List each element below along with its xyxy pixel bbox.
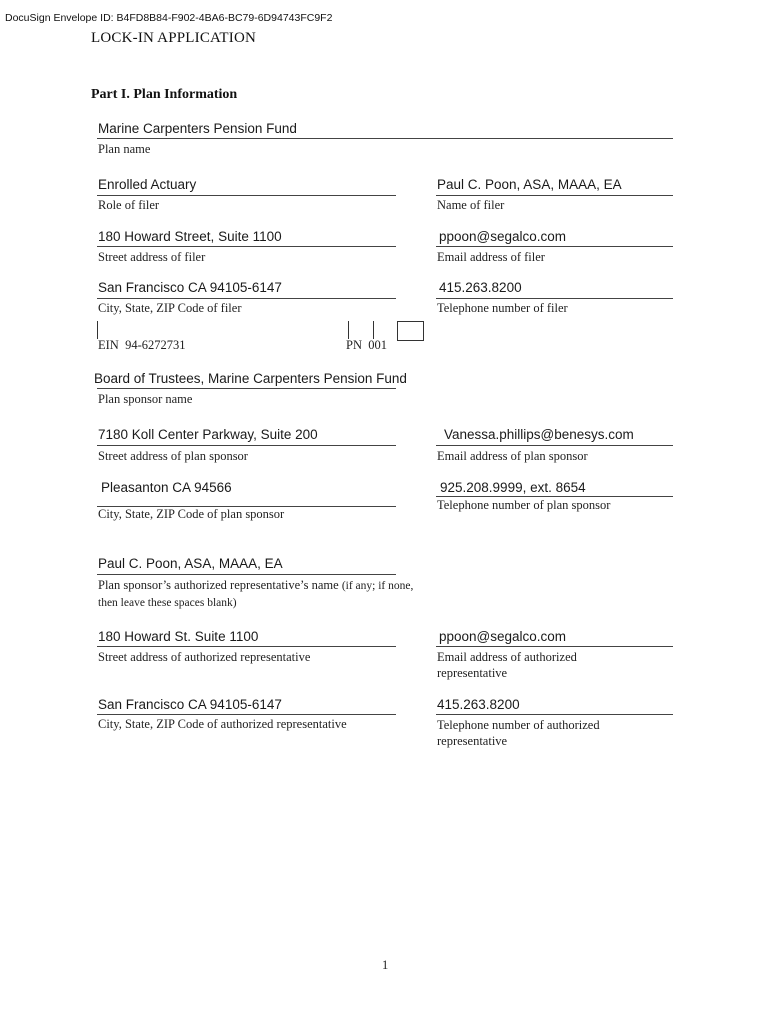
ein-value: 94-6272731: [125, 338, 186, 352]
filer-city-label: City, State, ZIP Code of filer: [98, 301, 242, 315]
ein-field[interactable]: [98, 338, 186, 353]
filer-email-label: Email address of filer: [437, 250, 545, 264]
sponsor-email-value[interactable]: Vanessa.phillips@benesys.com: [444, 427, 634, 442]
filer-name-label: Name of filer: [437, 198, 505, 212]
filer-phone-line: [436, 298, 673, 299]
filer-street-line: [97, 246, 396, 247]
pn-field-marker-right: [373, 321, 374, 339]
sponsor-street-label: Street address of plan sponsor: [98, 449, 248, 463]
filer-phone-value[interactable]: 415.263.8200: [439, 280, 522, 295]
pn-label: PN: [346, 338, 362, 352]
plan-name-label: Plan name: [98, 142, 151, 156]
rep-street-line: [97, 646, 396, 647]
rep-street-value[interactable]: 180 Howard St. Suite 1100: [98, 629, 259, 644]
rep-name-label-note: (if any; if none, then leave these spaces blank): [98, 580, 414, 609]
filer-role-label: Role of filer: [98, 198, 160, 212]
sponsor-email-line: [436, 445, 673, 446]
filer-city-line: [97, 298, 396, 299]
rep-phone-value[interactable]: 415.263.8200: [437, 697, 520, 712]
filer-email-line: [436, 246, 673, 247]
rep-city-label: City, State, ZIP Code of authorized representative: [98, 717, 347, 731]
rep-phone-label: Telephone number of authorized representative: [437, 718, 600, 748]
sponsor-city-label: City, State, ZIP Code of plan sponsor: [98, 507, 285, 521]
pn-value: 001: [368, 338, 387, 352]
sponsor-name-line: [97, 388, 396, 389]
rep-email-label: Email address of authorized representative: [437, 650, 577, 680]
rep-name-line: [97, 574, 396, 575]
rep-city-line: [97, 714, 396, 715]
filer-name-line: [436, 195, 673, 196]
rep-name-value[interactable]: Paul C. Poon, ASA, MAAA, EA: [98, 556, 283, 571]
plan-name-value[interactable]: Marine Carpenters Pension Fund: [98, 121, 297, 136]
envelope-id: DocuSign Envelope ID: B4FD8B84-F902-4BA6-BC79-6D94743FC9F2: [5, 12, 333, 24]
filer-street-label: Street address of filer: [98, 250, 206, 264]
sponsor-name-value[interactable]: Board of Trustees, Marine Carpenters Pension Fund: [94, 371, 407, 386]
pn-field-marker-left: [348, 321, 349, 339]
ein-field-marker: [97, 321, 98, 339]
sponsor-phone-value[interactable]: 925.208.9999, ext. 8654: [440, 480, 586, 495]
filer-role-line: [97, 195, 396, 196]
sponsor-email-label: Email address of plan sponsor: [437, 449, 588, 463]
pn-checkbox[interactable]: [397, 321, 424, 341]
rep-street-label: Street address of authorized representative: [98, 650, 311, 664]
plan-name-line: [97, 138, 673, 139]
ein-label: EIN: [98, 338, 119, 352]
document-title: LOCK-IN APPLICATION: [91, 30, 257, 46]
sponsor-name-label: Plan sponsor name: [98, 392, 193, 406]
filer-street-value[interactable]: 180 Howard Street, Suite 1100: [98, 229, 282, 244]
filer-role-value[interactable]: Enrolled Actuary: [98, 177, 197, 192]
rep-email-value[interactable]: ppoon@segalco.com: [439, 629, 567, 644]
rep-city-value[interactable]: San Francisco CA 94105-6147: [98, 697, 282, 712]
filer-city-value[interactable]: San Francisco CA 94105-6147: [98, 280, 282, 295]
pn-field[interactable]: [346, 338, 387, 353]
rep-name-label: [98, 577, 428, 611]
filer-email-value[interactable]: ppoon@segalco.com: [439, 229, 567, 244]
sponsor-phone-label: Telephone number of plan sponsor: [437, 498, 611, 512]
rep-email-line: [436, 646, 673, 647]
sponsor-street-value[interactable]: 7180 Koll Center Parkway, Suite 200: [98, 427, 318, 442]
sponsor-phone-line: [436, 496, 673, 497]
sponsor-city-value[interactable]: Pleasanton CA 94566: [101, 480, 232, 495]
filer-phone-label: Telephone number of filer: [437, 301, 568, 315]
rep-phone-line: [436, 714, 673, 715]
filer-name-value[interactable]: Paul C. Poon, ASA, MAAA, EA: [437, 177, 622, 192]
rep-name-label-main: Plan sponsor’s authorized representative’s name: [98, 578, 339, 592]
sponsor-street-line: [97, 445, 396, 446]
page-number: 1: [382, 958, 389, 972]
section-title: Part I. Plan Information: [91, 87, 238, 102]
